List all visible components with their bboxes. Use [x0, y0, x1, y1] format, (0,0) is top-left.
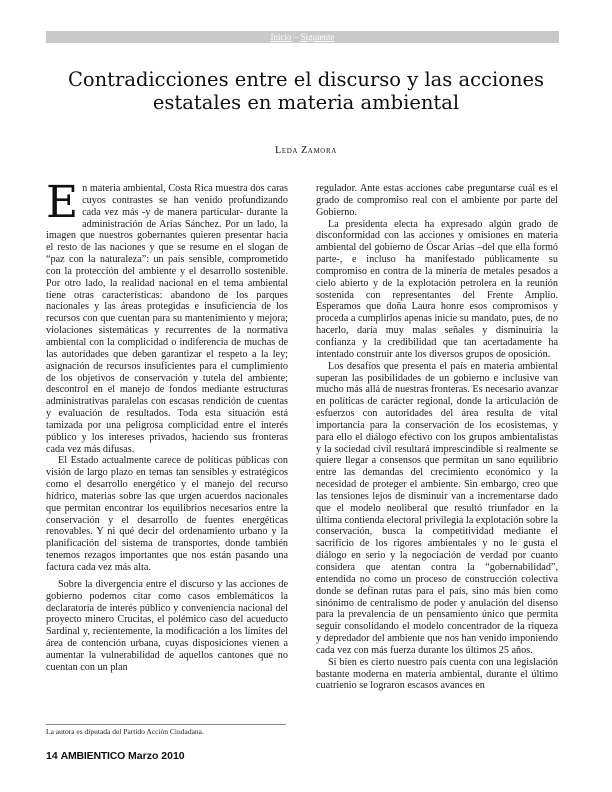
paragraph: Sobre la divergencia entre el discurso y las acciones de gobierno podemos citar como casos emblemáticos la declaratoria de interés público y conveniencia nacional del proyecto minero Crucitas, el polémico caso del acueducto Sardinal y, recientemente, la modificación a los límites del área de contención urbana, cuyas disposiciones vienen a aumentar la vulnerabilidad de aquellos cantones que no cuentan con un plan [46, 578, 288, 673]
article-title-line-1: Contradicciones entre el discurso y las acciones [67, 68, 545, 91]
nav-link-inicio[interactable]: Inicio [270, 32, 292, 42]
magazine-name: AMBIENTICO [60, 750, 126, 762]
paragraph: Si bien es cierto nuestro país cuenta con una legislación bastante moderna en materia ambiental, durante el último cuatrienio se lograron escasos avances en [316, 656, 558, 692]
issue-date: Marzo 2010 [128, 750, 185, 762]
paragraph [46, 177, 288, 455]
article-author: Leda Zamora [275, 145, 337, 156]
nav-separator: – [291, 32, 301, 42]
right-column [316, 183, 558, 692]
paragraph: Los desafíos que presenta el país en materia ambiental superan las posibilidades de un gobierno e inclusive van mucho más allá de nuestras fronteras. Es necesario avanzar en políticas de carácter regional, donde la articulación de esfuerzos con autoridades del área resulta de vital importancia para la conservación de los ecosistemas, y para ello el diálogo efectivo con los grupos ambientalistas y la sociedad civil resultará imprescindible si realmente se quiere llegar a consensos que permitan un sano equilibrio entre las demandas del crecimiento económico y la necesidad de proteger el ambiente. Sin embargo, creo que las tensiones lejos de disminuir van a incrementarse dado que el modelo neoliberal que resultó triunfador en la última contienda electoral privilegia la explotación sobre la conservación, busca la competitividad mediante el sacrificio de los rigores ambientales y no le gusta el diálogo en serio y la negociación de verdad por cuanto considera que atentan contra la “gobernabilidad”, entendida no como un proceso de construcción colectiva donde se definan rutas para el país, sino más bien como sinónimo de centralismo de poder y anulación del disenso para la prevalencia de un pensamiento único que permita seguir consolidando el modelo concentrador de la riqueza y depredador del ambiente que nos han venido imponiendo cada vez con más fuerza durante los últimos 25 años. [316, 360, 558, 656]
paragraph: regulador. Ante estas acciones cabe preguntarse cuál es el grado de compromiso real con el ambiente por parte del Gobierno. [316, 183, 558, 218]
left-column [46, 177, 288, 674]
article-title [46, 68, 566, 114]
paragraph: La presidenta electa ha expresado algún grado de disconformidad con las acciones y omisiones en materia ambiental del gobierno de Óscar Arias –del que ella formó parte-, e incluso ha manifestado públicamente su compromiso en contra de la minería de metales pesados a cielo abierto y de la explotación petrolera en la reunión sostenida con representantes del Frente Amplio. Esperamos que doña Laura honre esos compromisos y proceda a cumplirlos apenas inicie su mandato, pues, de no hacerlo, daría muy malas señales y disminuiría la confianza y la credibilidad que tan acertadamente ha intentado construir ante los diversos grupos de oposición. [316, 218, 558, 360]
page-number: 14 [46, 750, 58, 762]
footnote: La autora es diputada del Partido Acción Ciudadana. [46, 727, 204, 736]
paragraph: El Estado actualmente carece de políticas públicas con visión de largo plazo en temas tan sensibles y estratégicos como el desarrollo energético y el manejo del recurso hídrico, materias sobre las que urgen acuerdos nacionales que permitan encontrar los equilibrios necesarios entre la conservación y el desarrollo de fuentes energéticas renovables. Y ni qué decir del ordenamiento urbano y la planificación del sistema de transportes, donde también tenemos rezagos importantes que nos están pasando una factura cada vez más alta. [46, 455, 288, 573]
drop-cap: E [46, 177, 79, 228]
article-title-line-2: estatales en materia ambiental [152, 91, 460, 114]
nav-link-siguiente[interactable]: Siguiente [300, 32, 335, 42]
top-nav-bar [46, 31, 559, 43]
footnote-divider [46, 724, 286, 725]
paragraph-text: n materia ambiental, Costa Rica muestra dos caras cuyos contrastes se han venido profundizando cada vez más -y de manera particular- durante la administración de Arias Sánchez. Por un lado, la imagen que nuestros gobernantes quieren presentar hacia el resto de las naciones y que se resume en el slogan de “paz con la naturaleza”: un país sensible, comprometido con la protección del ambiente y el desarrollo sostenible. Por otro lado, la realidad nacional en el tema ambiental tiene otras características: abandono de los parques nacionales y las áreas protegidas e insuficiencia de los recursos con que cuentan para su mantenimiento y mejora; violaciones sistemáticas y recurrentes de la normativa ambiental con la complicidad o indiferencia de muchas de las autoridades que deben garantizar el respeto a la ley; asignación de recursos insuficientes para el cumplimiento de los objetivos de conservación y tutela del ambiente; descontrol en el manejo de fondos mediante estructuras administrativas paralelas con escasas rendición de cuentas y evaluación de resultados. Toda esta situación está tamizada por una peligrosa complicidad entre el interés público y los intereses privados, haciendo sus fronteras cada vez más difusas. [46, 183, 288, 455]
page-footer [46, 750, 185, 762]
top-nav [46, 31, 559, 43]
